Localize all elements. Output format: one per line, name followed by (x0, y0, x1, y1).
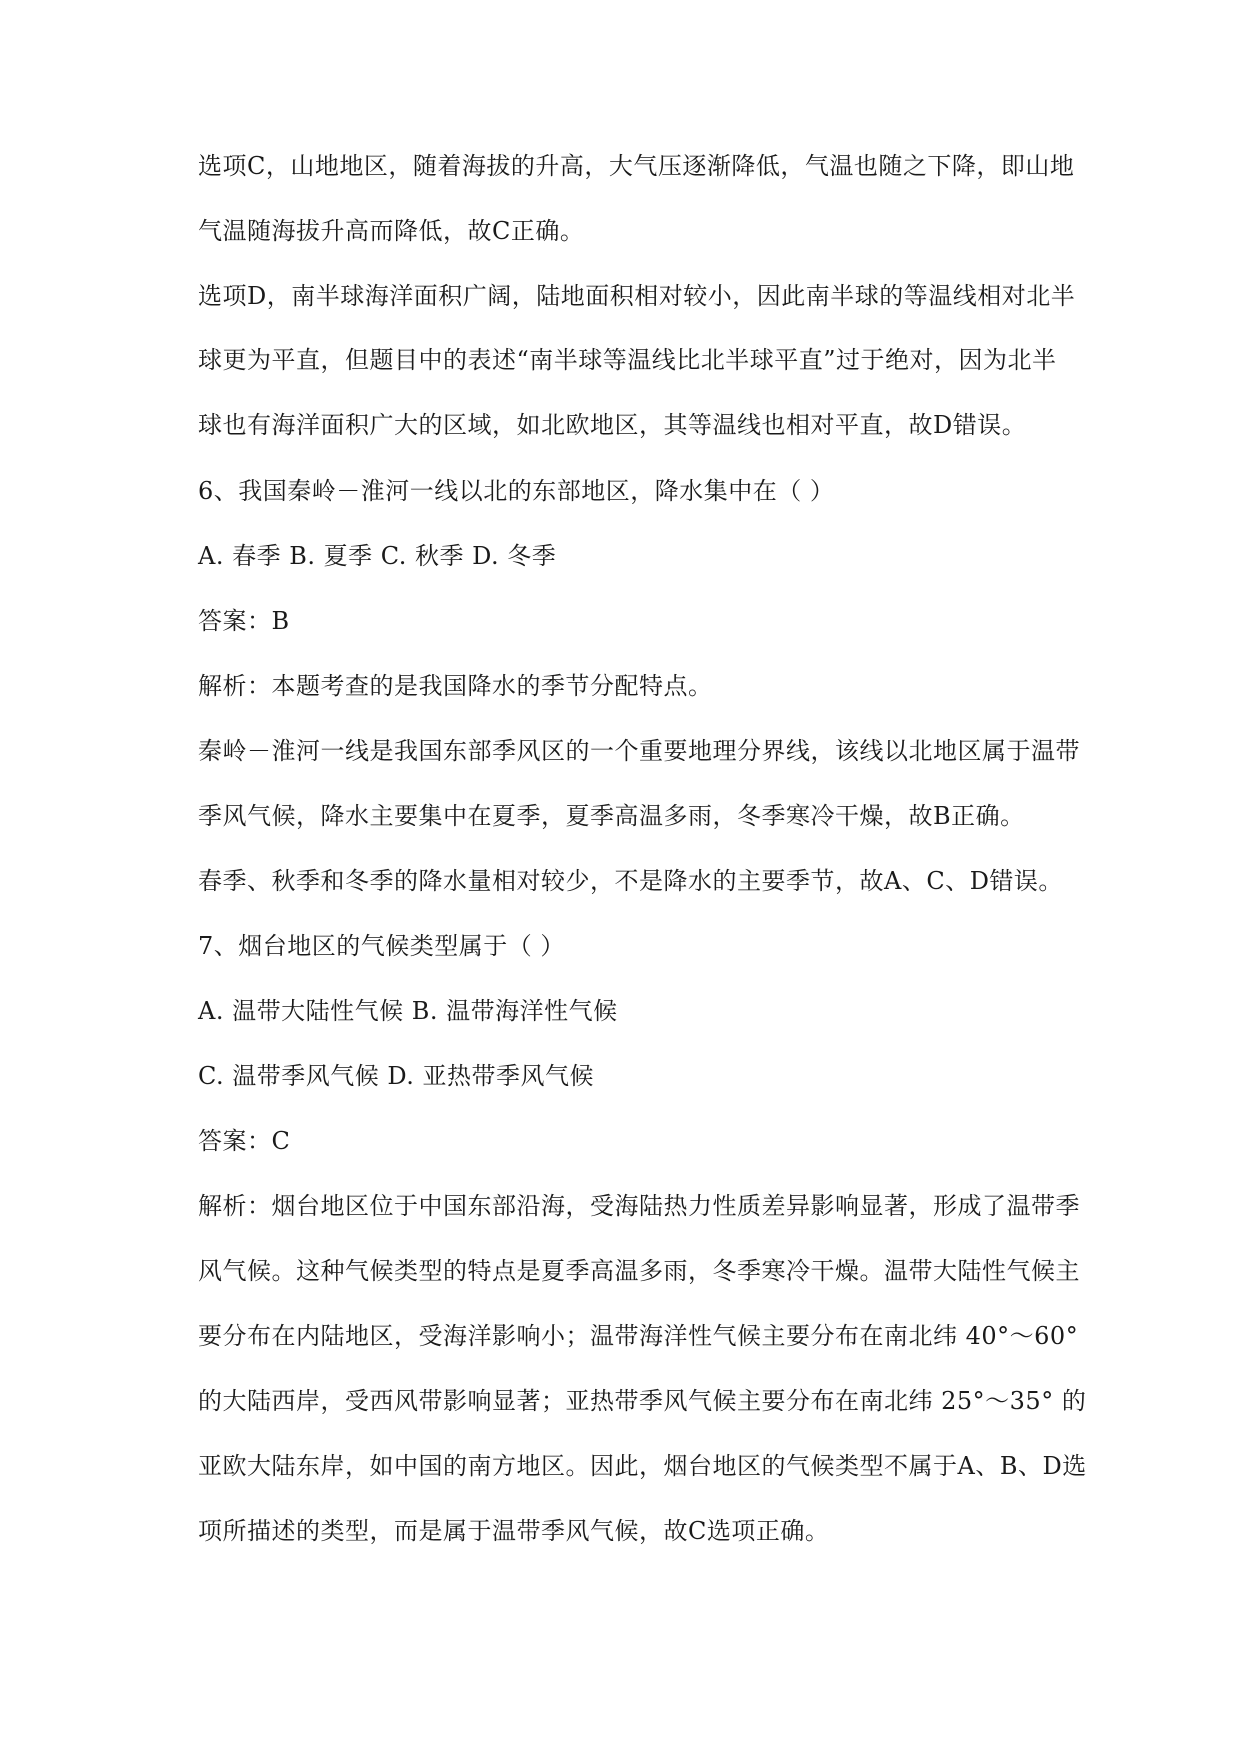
text-line: 项所描述的类型，而是属于温带季风气候，故C选项正确。 (198, 1517, 830, 1545)
question-7-answer: 答案：C (198, 1127, 291, 1155)
text-line: 球更为平直，但题目中的表述“南半球等温线比北半球平直”过于绝对，因为北半 (198, 346, 1057, 374)
text-line: 选项D，南半球海洋面积广阔，陆地面积相对较小，因此南半球的等温线相对北半 (198, 282, 1076, 310)
text-line: 秦岭－淮河一线是我国东部季风区的一个重要地理分界线，该线以北地区属于温带 (198, 737, 1080, 765)
question-7-analysis: 解析：烟台地区位于中国东部沿海，受海陆热力性质差异影响显著，形成了温带季 (198, 1192, 1080, 1220)
text-line: 春季、秋季和冬季的降水量相对较少，不是降水的主要季节，故A、C、D错误。 (198, 867, 1063, 895)
text-line: 的大陆西岸，受西风带影响显著；亚热带季风气候主要分布在南北纬 25°～35° 的 (198, 1387, 1087, 1415)
question-7-options-cd: C. 温带季风气候 D. 亚热带季风气候 (198, 1062, 595, 1090)
text-line: 要分布在内陆地区，受海洋影响小；温带海洋性气候主要分布在南北纬 40°～60° (198, 1322, 1079, 1350)
question-7-text: 7、烟台地区的气候类型属于（ ） (198, 932, 565, 960)
question-6-analysis: 解析：本题考查的是我国降水的季节分配特点。 (198, 672, 713, 700)
text-line: 风气候。这种气候类型的特点是夏季高温多雨，冬季寒冷干燥。温带大陆性气候主 (198, 1257, 1080, 1285)
text-line: 季风气候，降水主要集中在夏季，夏季高温多雨，冬季寒冷干燥，故B正确。 (198, 802, 1025, 830)
question-7-options-ab: A. 温带大陆性气候 B. 温带海洋性气候 (198, 997, 618, 1025)
text-line: 选项C，山地地区，随着海拔的升高，大气压逐渐降低，气温也随之下降，即山地 (198, 152, 1075, 180)
text-line: 球也有海洋面积广大的区域，如北欧地区，其等温线也相对平直，故D错误。 (198, 411, 1027, 439)
text-line: 亚欧大陆东岸，如中国的南方地区。因此，烟台地区的气候类型不属于A、B、D选 (198, 1452, 1087, 1480)
text-line: 气温随海拔升高而降低，故C正确。 (198, 217, 585, 245)
question-6-answer: 答案：B (198, 607, 290, 635)
question-6-text: 6、我国秦岭－淮河一线以北的东部地区，降水集中在（ ） (198, 477, 835, 505)
question-6-options: A. 春季 B. 夏季 C. 秋季 D. 冬季 (198, 542, 557, 570)
